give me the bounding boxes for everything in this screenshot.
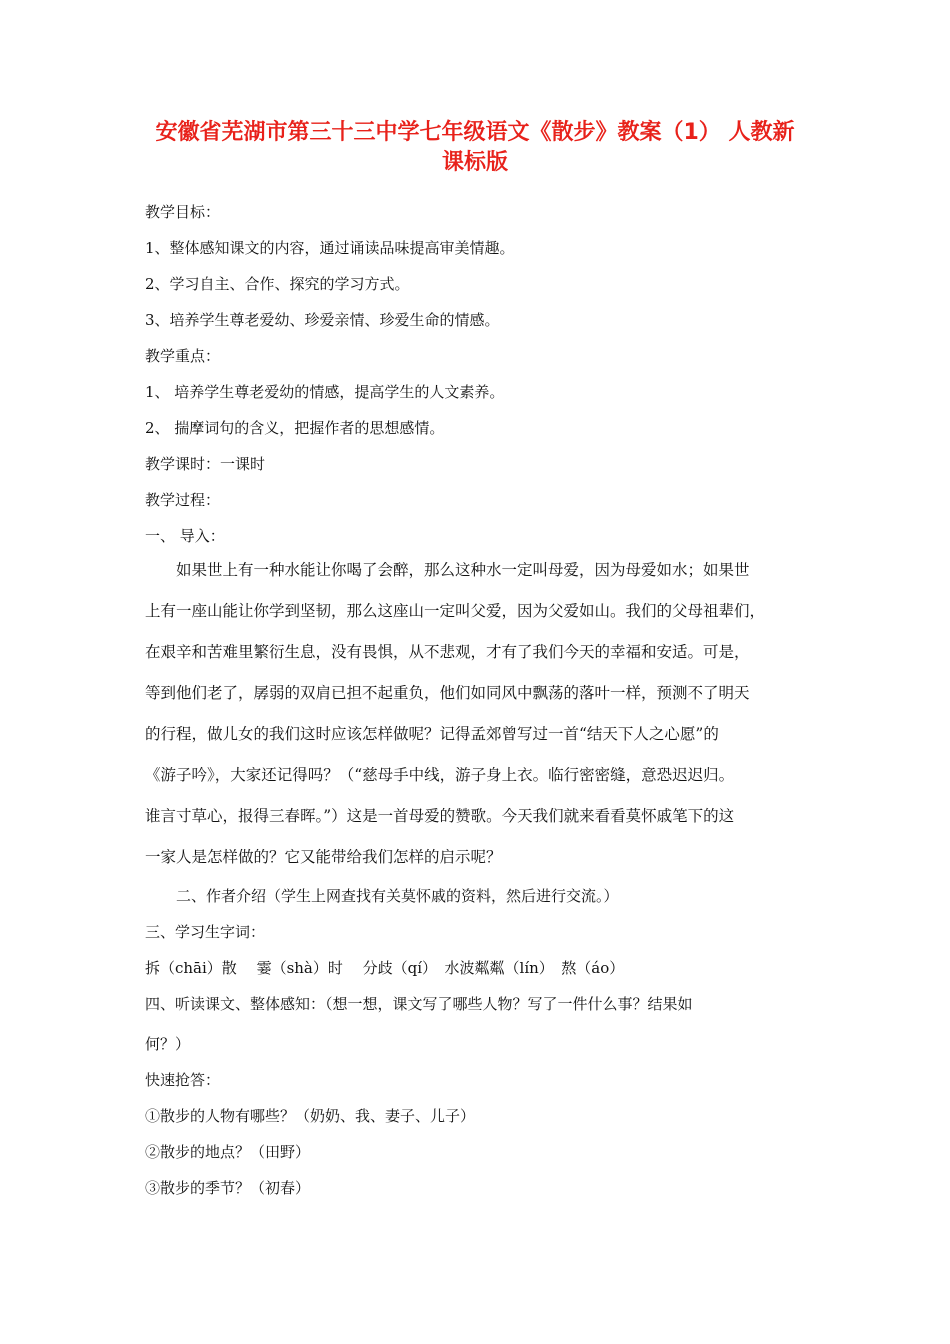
quick-answer-heading: 快速抢答：: [145, 1071, 221, 1089]
intro-row: 上有一座山能让你学到坚韧，那么这座山一定叫父爱，因为父爱如山。我们的父母祖辈们，: [145, 602, 766, 620]
intro-row: 谁言寸草心，报得三春晖。”）这是一首母爱的赞歌。今天我们就来看看莫怀戚笔下的这: [145, 807, 735, 825]
step-author-intro: 二、作者介绍（学生上网查找有关莫怀戚的资料，然后进行交流。）: [176, 887, 619, 905]
question-1: ①散步的人物有哪些？（奶奶、我、妻子、儿子）: [145, 1107, 476, 1125]
focus-heading: 教学重点：: [145, 347, 221, 365]
focus-item-2: 2、 揣摩词句的含义，把握作者的思想感情。: [145, 419, 445, 437]
question-3: ③散步的季节？（初春）: [145, 1179, 311, 1197]
process-heading: 教学过程：: [145, 491, 221, 509]
intro-row: 一家人是怎样做的？它又能带给我们怎样的启示呢？: [145, 848, 502, 866]
step-listen-row-1: 四、听读课文、整体感知：（想一想，课文写了哪些人物？写了一件什么事？结果如: [145, 995, 693, 1013]
goal-item-2: 2、学习自主、合作、探究的学习方式。: [145, 275, 410, 293]
intro-row: 的行程，做儿女的我们这时应该怎样做呢？记得孟郊曾写过一首“结天下人之心愿”的: [145, 725, 719, 743]
step-intro-heading: 一、 导入：: [145, 527, 225, 545]
intro-row: 如果世上有一种水能让你喝了会醉，那么这种水一定叫母爱，因为母爱如水；如果世: [176, 561, 750, 579]
goals-heading: 教学目标：: [145, 203, 221, 221]
goal-item-1: 1、整体感知课文的内容，通过诵读品味提高审美情趣。: [145, 239, 515, 257]
step-vocab-heading: 三、学习生字词：: [145, 923, 266, 941]
question-2: ②散步的地点？（田野）: [145, 1143, 311, 1161]
title-line-2: 课标版: [441, 150, 508, 175]
goal-item-3: 3、培养学生尊老爱幼、珍爱亲情、珍爱生命的情感。: [145, 311, 500, 329]
intro-row: 等到他们老了，孱弱的双肩已担不起重负，他们如同风中飘荡的落叶一样，预测不了明天: [145, 684, 750, 702]
step-listen-row-2: 何？）: [145, 1035, 191, 1053]
intro-row: 在艰辛和苦难里繁衍生息，没有畏惧，从不悲观，才有了我们今天的幸福和安适。可是，: [145, 643, 750, 661]
focus-item-1: 1、 培养学生尊老爱幼的情感，提高学生的人文素养。: [145, 383, 505, 401]
document-title: [140, 118, 810, 178]
intro-paragraph: [145, 550, 809, 878]
intro-row: 《游子吟》，大家还记得吗？（“慈母手中线，游子身上衣。临行密密缝，意恐迟迟归。: [145, 766, 735, 784]
title-line-1: 安徽省芜湖市第三十三中学七年级语文《散步》教案（1） 人教新: [155, 120, 795, 145]
vocab-list: 拆（chāi）散 霎（shà）时 分歧（qí） 水波粼粼（lín） 熬（áo）: [145, 959, 625, 977]
lesson-time: 教学课时：一课时: [145, 455, 266, 473]
